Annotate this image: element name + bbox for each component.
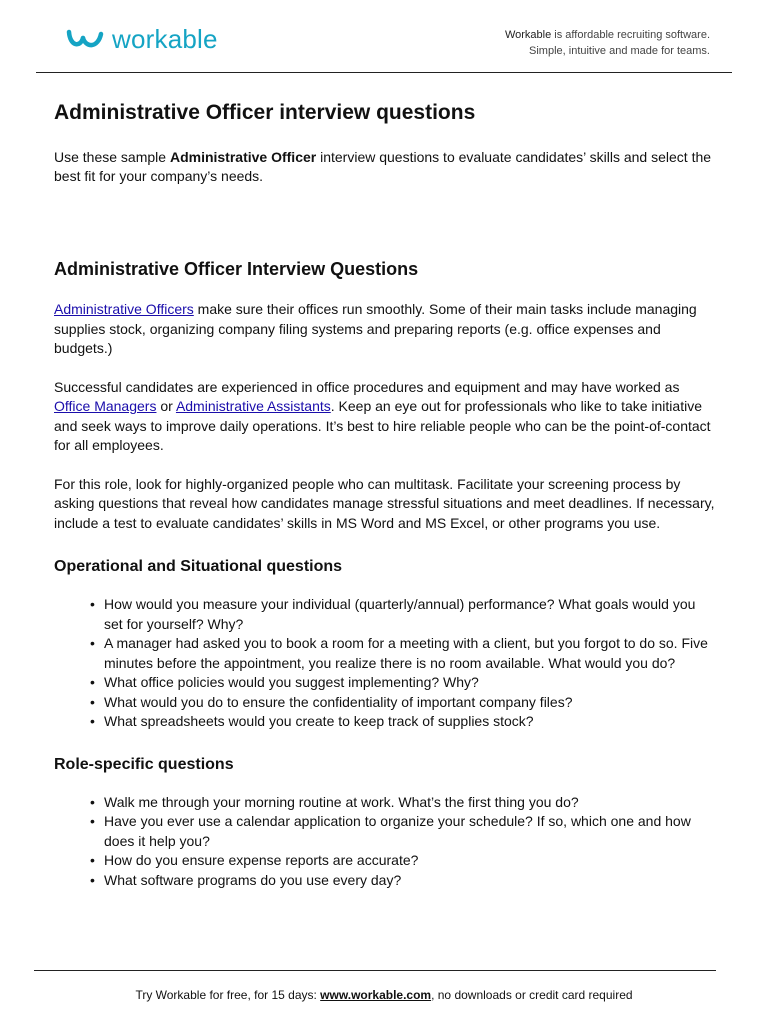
paragraph-2-text-start: Successful candidates are experienced in office procedures and equipment and may have worked as xyxy=(54,378,680,395)
paragraph-candidates xyxy=(54,378,716,456)
header-divider xyxy=(36,72,732,73)
list-item: • Have you ever use a calendar application to organize your schedule? If so, which one and how does it help you? xyxy=(104,812,716,851)
intro-text-end: interview questions to evaluate candidates’ skills and select the best fit for your company’s needs. xyxy=(54,149,712,184)
footer-text-end: , no downloads or credit card required xyxy=(431,988,633,1002)
tagline-brand: Workable xyxy=(504,29,552,41)
tagline-line2: Simple, intuitive and made for teams. xyxy=(529,45,710,57)
list-item: • Walk me through your morning routine at work. What’s the first thing you do? xyxy=(104,793,716,813)
intro-text-start: Use these sample xyxy=(54,149,170,165)
intro-bold-role: Administrative Officer xyxy=(169,149,317,165)
section-title: Administrative Officer Interview Questions xyxy=(54,259,419,279)
role-specific-questions-list xyxy=(54,793,716,891)
role-specific-questions-heading: Role-specific questions xyxy=(54,755,234,773)
link-administrative-officers[interactable]: Administrative Officers xyxy=(54,301,194,317)
paragraph-2-text-end: . Keep an eye out for professionals who like to take initiative and seek ways to improve daily operations. It’s best to hire reliable people who can be the point-of-contact for all employees. xyxy=(54,398,711,453)
list-item: • How would you measure your individual (quarterly/annual) performance? What goals would you set for yourself? Why? xyxy=(104,595,716,634)
workable-logo-icon xyxy=(66,26,106,52)
logo-wordmark: workable xyxy=(112,24,218,54)
intro-paragraph xyxy=(54,148,716,186)
list-item: • How do you ensure expense reports are accurate? xyxy=(104,851,716,871)
link-office-managers[interactable]: Office Managers xyxy=(54,398,157,414)
list-item: • What spreadsheets would you create to keep track of supplies stock? xyxy=(104,712,716,732)
footer-workable-link[interactable]: www.workable.com xyxy=(320,988,432,1002)
operational-questions-list xyxy=(54,595,716,732)
link-administrative-assistants[interactable]: Administrative Assistants xyxy=(175,398,331,414)
paragraph-2-text-or: or xyxy=(156,398,176,414)
tagline xyxy=(505,27,710,59)
paragraph-role-description xyxy=(54,300,716,359)
list-item: • What software programs do you use every day? xyxy=(104,871,716,891)
main-content xyxy=(54,98,716,890)
footer-divider xyxy=(34,970,716,971)
footer-text-start: Try Workable for free, for 15 days: xyxy=(135,988,321,1002)
paragraph-1-text: make sure their offices run smoothly. Some of their main tasks include managing supplies stock, organizing company filing systems and preparing reports (e.g. office expenses and budgets.) xyxy=(54,301,697,356)
operational-questions-heading: Operational and Situational questions xyxy=(54,558,343,575)
page-title: Administrative Officer interview questions xyxy=(54,101,476,124)
list-item: • A manager had asked you to book a room for a meeting with a client, but you forgot to do so. Five minutes before the appointment, you realize there is no room available. What would you do? xyxy=(104,634,716,673)
workable-logo[interactable] xyxy=(66,26,218,52)
page-header xyxy=(0,0,768,72)
list-item: • What office policies would you suggest implementing? Why? xyxy=(104,673,716,693)
list-item: • What would you do to ensure the confidentiality of important company files? xyxy=(104,693,716,713)
page-footer xyxy=(0,987,768,1003)
paragraph-screening: For this role, look for highly-organized people who can multitask. Facilitate your screening process by asking questions that reveal how candidates manage stressful situations and meet deadlines. If necessary, include a test to evaluate candidates’ skills in MS Word and MS Excel, or other programs you use. xyxy=(54,475,715,531)
tagline-line1: is affordable recruiting software. xyxy=(551,29,710,41)
